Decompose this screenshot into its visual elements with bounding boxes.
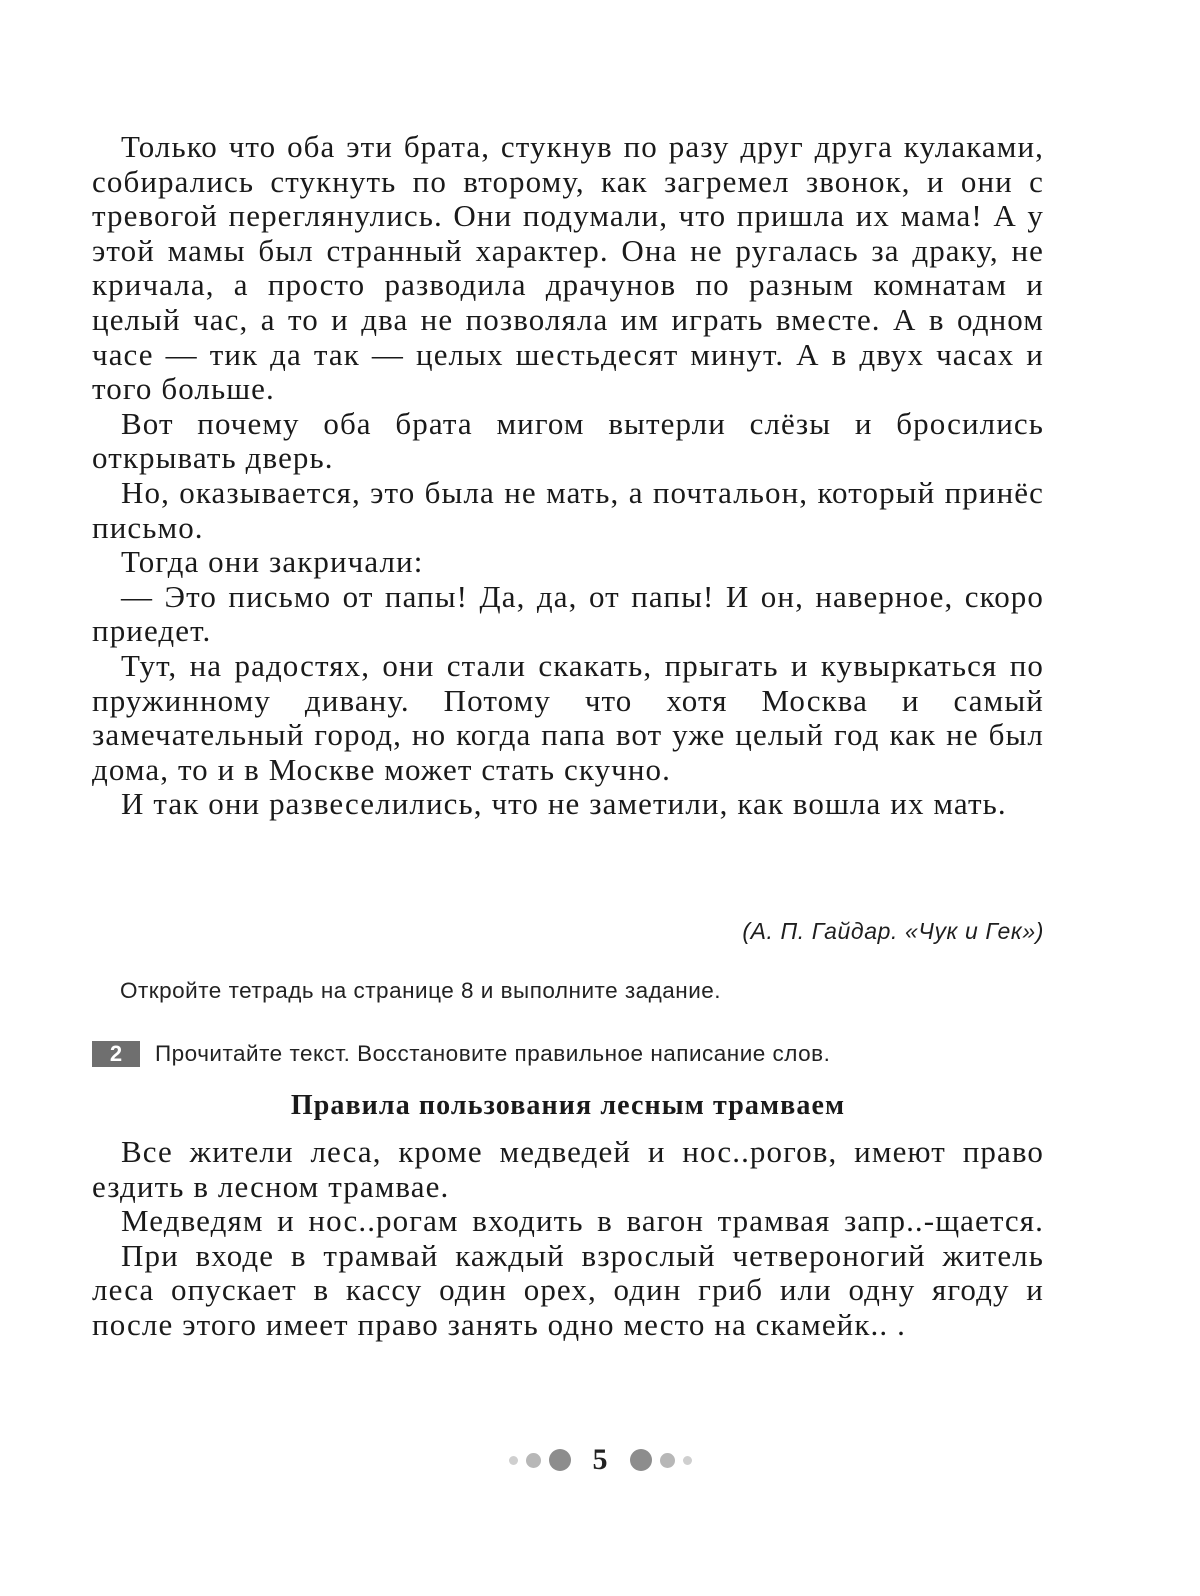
decorative-dot-icon (683, 1456, 692, 1465)
story-paragraph: Вот почему оба брата мигом вытерли слёзы и бросились открывать дверь. (92, 405, 1044, 476)
story-paragraph: Тут, на радостях, они стали скакать, прыгать и кувыркаться по пружинному дивану. Потому что хотя Москва и самый замечательный город, но когда папа вот уже целый год как не был дома, то и в Москве может стать скучно. (92, 647, 1044, 787)
task-header (92, 1040, 830, 1068)
rules-paragraph: При входе в трамвай каждый взрослый четвероногий житель леса опускает в кассу один орех, один гриб или одну ягоду и после этого имеет право занять одно место на скамейк.. . (92, 1237, 1044, 1342)
rules-text (92, 1135, 1044, 1343)
task-text: Прочитайте текст. Восстановите правильное написание слов. (155, 1041, 831, 1066)
story-paragraph: Но, оказывается, это была не мать, а почтальон, который принёс письмо. (92, 474, 1044, 545)
rules-paragraph: Медведям и нос..рогам входить в вагон трамвая запр..-щается. (121, 1203, 1044, 1239)
section-title: Правила пользования лесным трамваем (290, 1090, 846, 1121)
story-paragraph: — Это письмо от папы! Да, да, от папы! И он, наверное, скоро приедет. (92, 578, 1044, 649)
decorative-dot-icon (660, 1453, 675, 1468)
page-number: 5 (592, 1443, 608, 1476)
story-attribution: (А. П. Гайдар. «Чук и Гек») (742, 918, 1044, 944)
decorative-dot-icon (630, 1449, 652, 1471)
story-text (92, 130, 1044, 822)
decorative-dot-icon (509, 1456, 518, 1465)
story-paragraph: Только что оба эти брата, стукнув по разу друг друга кулаками, собирались стукнуть по второму, как загремел звонок, и они с тревогой переглянулись. Они подумали, что пришла их мама! А у этой мамы был странный характер. Она не ругалась за драку, не кричала, а просто разводила драчунов по разным комнатам и целый час, а то и два не позволяла им играть вместе. А в одном часе — тик да так — целых шестьдесят минут. А в двух часах и того больше. (92, 129, 1044, 407)
story-paragraph: И так они развеселились, что не заметили, как вошла их мать. (121, 786, 1007, 822)
page-footer (0, 1438, 1200, 1482)
rules-paragraph: Все жители леса, кроме медведей и нос..рогов, имеют право ездить в лесном трамвае. (92, 1134, 1044, 1204)
task-number-badge: 2 (92, 1041, 140, 1067)
decorative-dot-icon (549, 1449, 571, 1471)
story-paragraph: Тогда они закричали: (121, 544, 424, 580)
decorative-dot-icon (526, 1453, 541, 1468)
workbook-instruction: Откройте тетрадь на странице 8 и выполните задание. (120, 978, 722, 1003)
